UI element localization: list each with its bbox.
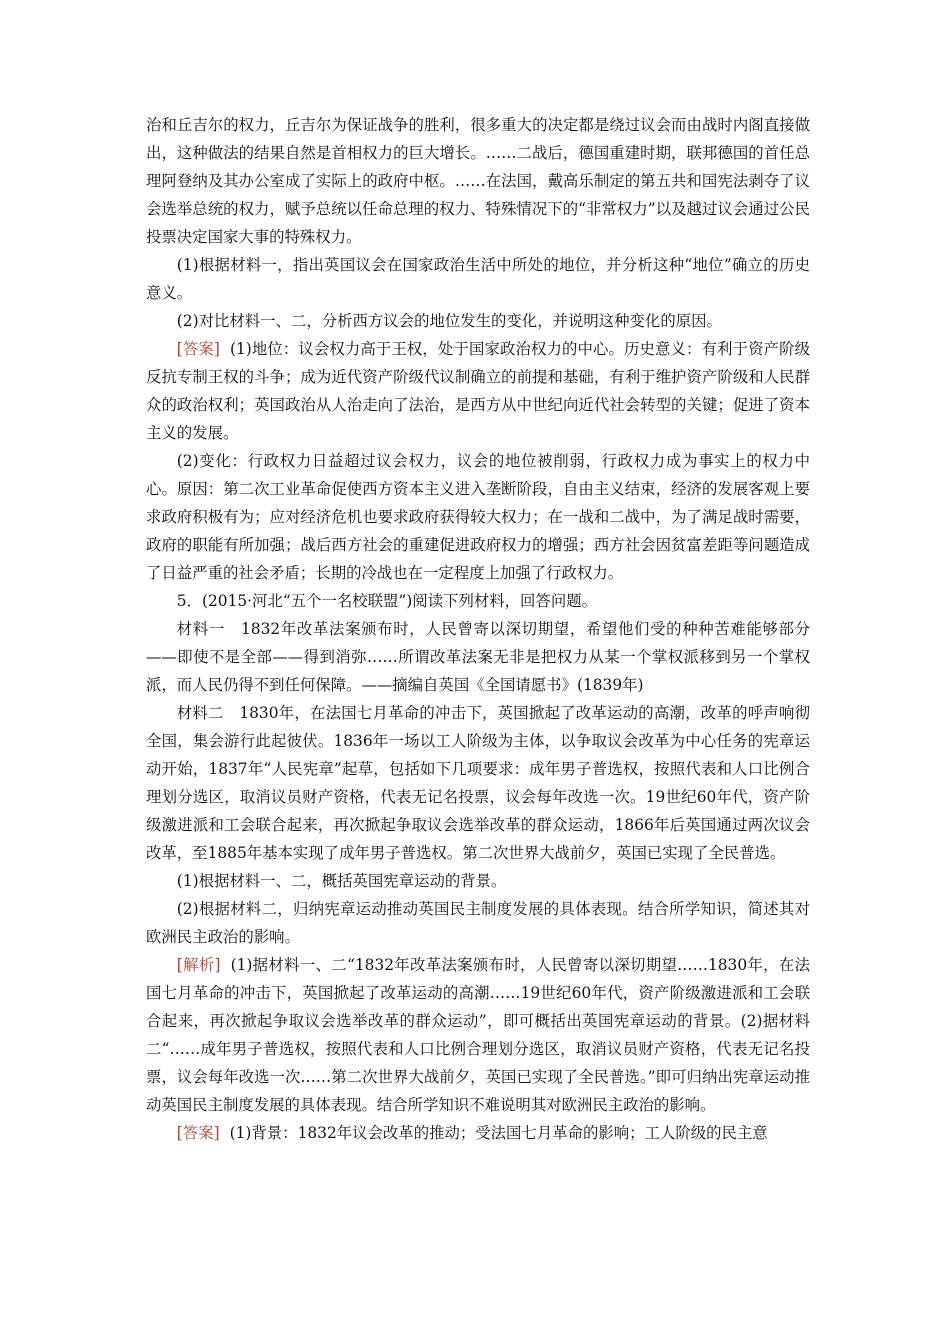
paragraph	[146, 111, 810, 251]
paragraph	[146, 615, 810, 699]
answer-tag: [答案]	[176, 340, 220, 358]
paragraph-text: 治和丘吉尔的权力，丘吉尔为保证战争的胜利，很多重大的决定都是绕过议会而由战时内阁直接做出，这种做法的结果自然是首相权力的巨大增长。……二战后，德国重建时期，联邦德国的首任总理阿登纳及其办公室成了实际上的政府中枢。……在法国，戴高乐制定的第五共和国宪法剥夺了议会选举总统的权力，赋予总统以任命总理的权力、特殊情况下的“非常权力”以及越过议会通过公民投票决定国家大事的特殊权力。	[146, 116, 810, 246]
paragraph	[146, 867, 810, 895]
answer-tag: [解析]	[176, 956, 221, 974]
paragraph-text: (1)背景：1832年议会改革的推动；受法国七月革命的影响；工人阶级的民主意	[229, 1124, 768, 1142]
paragraph-text: (1)地位：议会权力高于王权，处于国家政治权力的中心。历史意义：有利于资产阶级反抗专制王权的斗争；成为近代资产阶级代议制确立的前提和基础，有利于维护资产阶级和人民群众的政治权利；英国政治从人治走向了法治，是西方从中世纪向近代社会转型的关键；促进了资本主义的发展。	[146, 340, 810, 442]
paragraph-text: 材料二 1830年，在法国七月革命的冲击下，英国掀起了改革运动的高潮，改革的呼声响彻全国，集会游行此起彼伏。1836年一场以工人阶级为主体，以争取议会改革为中心任务的宪章运动开始，1837年“人民宪章”起草，包括如下几项要求：成年男子普选权，按照代表和人口比例合理划分选区，取消议员财产资格，代表无记名投票，议会每年改选一次。19世纪60年代，资产阶级激进派和工会联合起来，再次掀起争取议会选举改革的群众运动，1866年后英国通过两次议会改革，至1885年基本实现了成年男子普选权。第二次世界大战前夕，英国已实现了全民普选。	[146, 704, 810, 862]
document-body	[146, 111, 810, 1147]
paragraph	[146, 587, 810, 615]
paragraph-text: (1)根据材料一、二，概括英国宪章运动的背景。	[176, 872, 507, 890]
paragraph	[146, 335, 810, 447]
paragraph	[146, 307, 810, 335]
paragraph	[146, 951, 810, 1119]
paragraph-text: 5．(2015·河北“五个一名校联盟”)阅读下列材料，回答问题。	[176, 592, 597, 610]
paragraph	[146, 447, 810, 587]
paragraph	[146, 895, 810, 951]
paragraph-text: 材料一 1832年改革法案颁布时，人民曾寄以深切期望，希望他们受的种种苦难能够部分——即使不是全部——得到消弥……所谓改革法案无非是把权力从某一个掌权派移到另一个掌权派，而人民仍得不到任何保障。——摘编自英国《全国请愿书》(1839年)	[146, 620, 810, 694]
paragraph	[146, 699, 810, 867]
paragraph	[146, 251, 810, 307]
paragraph-text: (1)根据材料一，指出英国议会在国家政治生活中所处的地位，并分析这种“地位”确立的历史意义。	[146, 256, 810, 302]
paragraph-text: (2)根据材料二，归纳宪章运动推动英国民主制度发展的具体表现。结合所学知识，简述其对欧洲民主政治的影响。	[146, 900, 810, 946]
answer-tag: [答案]	[176, 1124, 220, 1142]
paragraph-text: (1)据材料一、二“1832年改革法案颁布时，人民曾寄以深切期望……1830年，在法国七月革命的冲击下，英国掀起了改革运动的高潮……19世纪60年代，资产阶级激进派和工会联合起来，再次掀起争取议会选举改革的群众运动”，即可概括出英国宪章运动的背景。(2)据材料二“……成年男子普选权，按照代表和人口比例合理划分选区，取消议员财产资格，代表无记名投票，议会每年改选一次……第二次世界大战前夕，英国已实现了全民普选。”即可归纳出宪章运动推动英国民主制度发展的具体表现。结合所学知识不难说明其对欧洲民主政治的影响。	[146, 956, 810, 1114]
paragraph-text: (2)对比材料一、二，分析西方议会的地位发生的变化，并说明这种变化的原因。	[176, 312, 722, 330]
paragraph	[146, 1119, 810, 1147]
paragraph-text: (2)变化：行政权力日益超过议会权力，议会的地位被削弱，行政权力成为事实上的权力中心。原因：第二次工业革命促使西方资本主义进入垄断阶段，自由主义结束，经济的发展客观上要求政府积极有为；应对经济危机也要求政府获得较大权力；在一战和二战中，为了满足战时需要，政府的职能有所加强；战后西方社会的重建促进政府权力的增强；西方社会因贫富差距等问题造成了日益严重的社会矛盾；长期的冷战也在一定程度上加强了行政权力。	[146, 452, 810, 582]
